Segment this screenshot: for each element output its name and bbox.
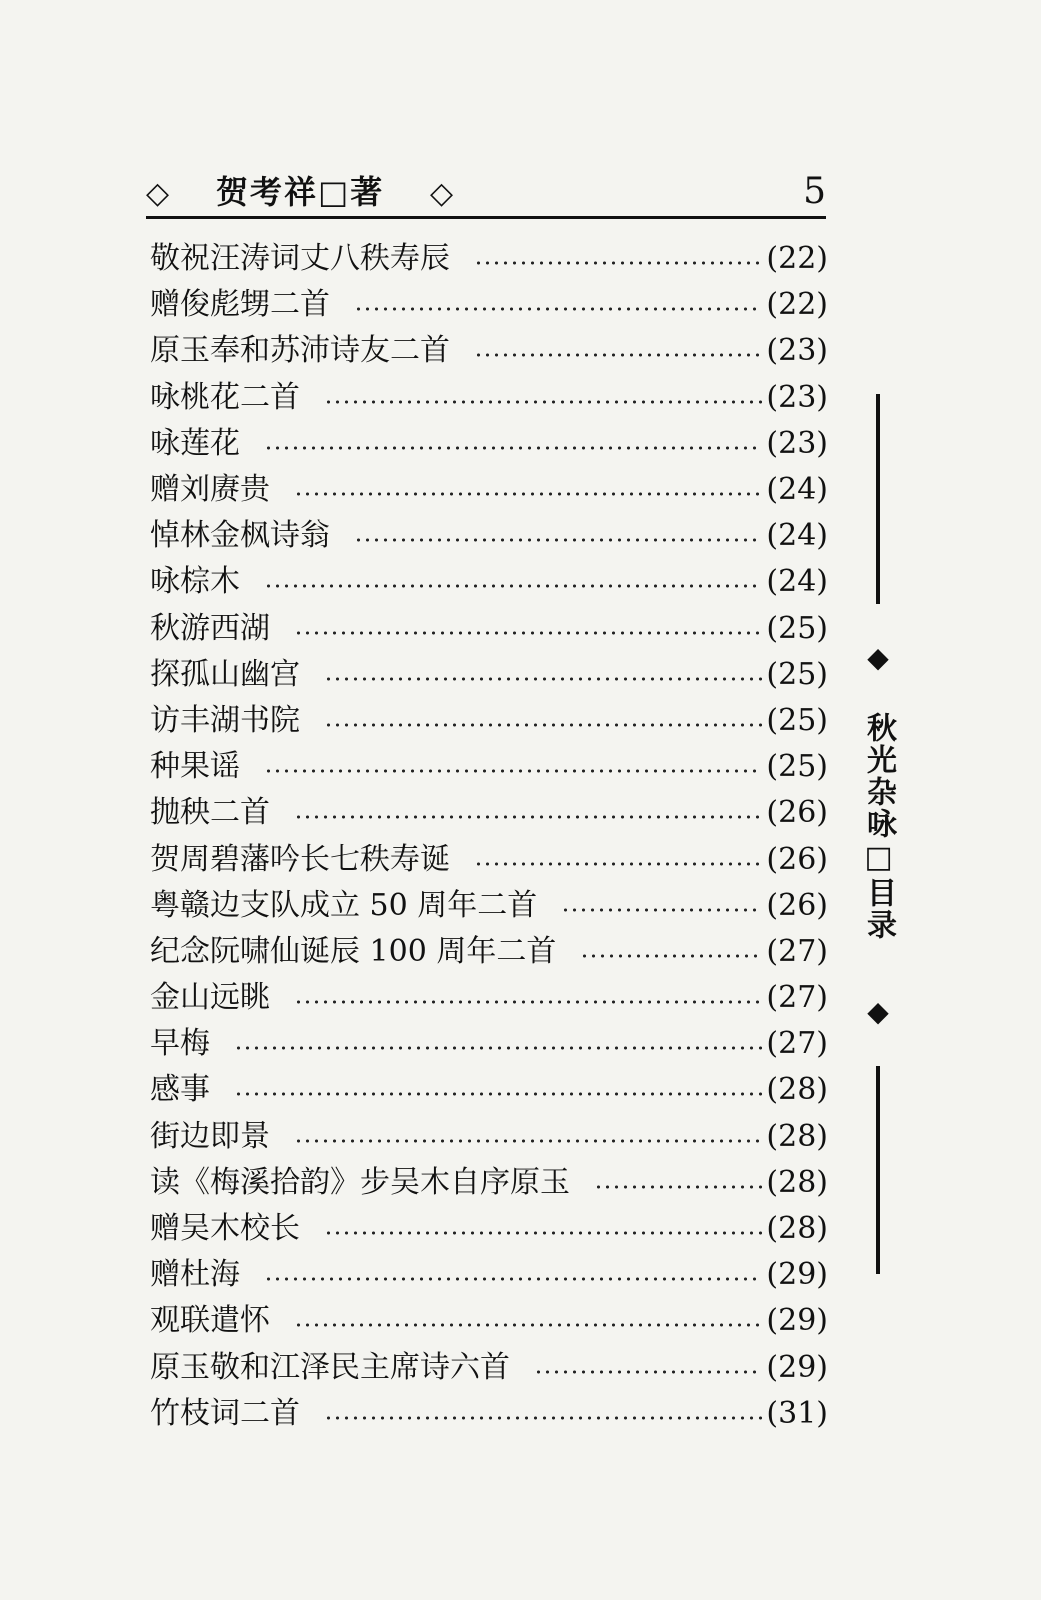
toc-dot-leader [264,583,762,589]
toc-dot-leader [294,491,762,497]
toc-entry-page: (23) [766,379,828,415]
toc-entry-page: (27) [766,933,828,969]
toc-entry-title: 观联遣怀 [150,1303,270,1339]
header-author-title: 贺考祥□著 [216,173,385,211]
toc-entry-title: 感事 [150,1072,210,1108]
toc-entry-page: (24) [766,564,828,600]
toc-entry-page: (22) [766,241,828,277]
toc-entry-title: 咏棕木 [150,564,240,600]
toc-entry-title: 早梅 [150,1026,210,1062]
toc-entry [150,744,828,790]
toc-entry [150,513,828,559]
toc-entry [150,1345,828,1391]
toc-entry-page: (25) [766,610,828,646]
toc-entry [150,236,828,282]
toc-entry-title: 悼林金枫诗翁 [150,518,330,554]
page-header [146,170,826,219]
toc-entry-page: (22) [766,287,828,323]
toc-entry-page: (28) [766,1072,828,1108]
toc-entry [150,1067,828,1113]
toc-entry-title: 抛秧二首 [150,795,270,831]
side-top-diamond-icon: ◆ [867,641,889,674]
toc-dot-leader [474,260,762,266]
toc-entry [150,606,828,652]
toc-dot-leader [324,399,762,405]
toc-entry-page: (23) [766,333,828,369]
toc-entry-page: (28) [766,1118,828,1154]
side-running-title: 秋光杂咏□目录 [861,712,896,941]
toc-dot-leader [294,1322,762,1328]
toc-entry [150,883,828,929]
toc-entry-page: (29) [766,1257,828,1293]
toc-dot-leader [324,722,762,728]
side-rule-top [876,394,880,604]
toc-entry-page: (25) [766,749,828,785]
toc-entry-title: 街边即景 [150,1118,270,1154]
toc-entry-title: 竹枝词二首 [150,1395,300,1431]
toc-entry [150,790,828,836]
toc-entry-title: 原玉敬和江泽民主席诗六首 [150,1349,510,1385]
toc-entry-title: 读《梅溪拾韵》步吴木自序原玉 [150,1164,570,1200]
toc-entry-page: (27) [766,980,828,1016]
toc-entry-title: 秋游西湖 [150,610,270,646]
toc-dot-leader [324,1230,762,1236]
toc-entry [150,652,828,698]
toc-entry-page: (25) [766,702,828,738]
toc-entry-title: 赠刘赓贵 [150,472,270,508]
toc-entry-title: 原玉奉和苏沛诗友二首 [150,333,450,369]
toc-entry-page: (26) [766,841,828,877]
toc-entry-title: 贺周碧藩吟长七秩寿诞 [150,841,450,877]
header-left-diamond-icon: ◇ [146,176,170,211]
toc-dot-leader [354,306,762,312]
toc-dot-leader [594,1184,762,1190]
toc-entry [150,328,828,374]
toc-dot-leader [474,861,762,867]
toc-entry-title: 金山远眺 [150,980,270,1016]
side-bottom-diamond-icon: ◆ [867,995,889,1028]
page-number: 5 [803,171,826,212]
toc-entry-page: (29) [766,1303,828,1339]
toc-entry [150,1391,828,1437]
toc-entry [150,559,828,605]
toc-entry [150,975,828,1021]
toc-entry-title: 纪念阮啸仙诞辰 100 周年二首 [150,933,557,969]
header-right-diamond-icon: ◇ [430,176,454,211]
toc-entry [150,1114,828,1160]
toc-dot-leader [294,999,762,1005]
toc-dot-leader [264,1276,762,1282]
toc-dot-leader [264,445,762,451]
toc-entry [150,1298,828,1344]
toc-entry-title: 种果谣 [150,749,240,785]
toc-dot-leader [534,1369,762,1375]
toc-entry-title: 敬祝汪涛词丈八秩寿辰 [150,241,450,277]
toc-entry [150,467,828,513]
table-of-contents [150,236,828,1437]
toc-entry [150,929,828,975]
toc-entry [150,1252,828,1298]
toc-dot-leader [561,907,762,913]
toc-entry [150,1206,828,1252]
toc-dot-leader [234,1045,762,1051]
toc-entry-page: (28) [766,1211,828,1247]
toc-entry-page: (27) [766,1026,828,1062]
toc-entry-page: (31) [766,1395,828,1431]
toc-entry-page: (23) [766,425,828,461]
toc-entry-page: (24) [766,518,828,554]
toc-entry [150,375,828,421]
toc-entry-title: 探孤山幽宫 [150,656,300,692]
toc-entry [150,1160,828,1206]
toc-dot-leader [264,768,762,774]
toc-dot-leader [294,630,762,636]
toc-entry-title: 咏莲花 [150,425,240,461]
toc-entry-title: 粤赣边支队成立 50 周年二首 [150,887,538,923]
toc-entry-page: (24) [766,472,828,508]
toc-entry-page: (25) [766,656,828,692]
toc-dot-leader [580,953,762,959]
toc-dot-leader [294,1138,762,1144]
toc-entry [150,1021,828,1067]
toc-dot-leader [324,676,762,682]
toc-entry-title: 访丰湖书院 [150,702,300,738]
toc-dot-leader [354,537,762,543]
toc-dot-leader [234,1091,762,1097]
toc-entry-page: (26) [766,795,828,831]
toc-entry [150,421,828,467]
toc-entry-title: 赠吴木校长 [150,1211,300,1247]
toc-entry-title: 咏桃花二首 [150,379,300,415]
toc-entry-page: (29) [766,1349,828,1385]
toc-entry-title: 赠俊彪甥二首 [150,287,330,323]
toc-entry [150,282,828,328]
toc-dot-leader [324,1415,762,1421]
toc-dot-leader [474,352,762,358]
toc-entry-page: (26) [766,887,828,923]
toc-entry-page: (28) [766,1164,828,1200]
side-rule-bottom [876,1066,880,1274]
toc-entry [150,836,828,882]
toc-entry [150,698,828,744]
toc-entry-title: 赠杜海 [150,1257,240,1293]
toc-dot-leader [294,814,762,820]
